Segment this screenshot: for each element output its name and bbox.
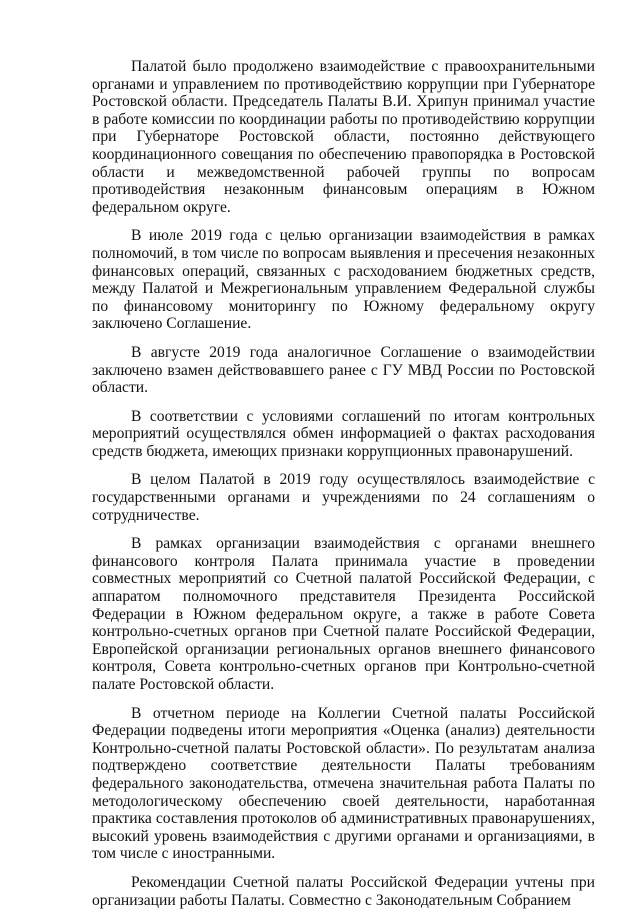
paragraph-law-enforcement-cooperation: Палатой было продолжено взаимодействие с правоохранительными органами и управлением по противодействию коррупции при Губернаторе Ростовской области. Председатель Палаты В.И. Хрипун принимал участие в работе комиссии по координации работы по противодействию коррупции при Губернаторе Ростовской области, постоянно действующего координационного совещания по обеспечению правопорядка в Ростовской области и межведомственной рабочей группы по вопросам противодействия незаконным финансовым операциям в Южном федеральном округе.: [92, 58, 595, 216]
paragraph-information-exchange: В соответствии с условиями соглашений по итогам контрольных мероприятий осуществлялся обмен информацией о фактах расходования средств бюджета, имеющих признаки коррупционных правонарушений.: [92, 407, 595, 460]
paragraph-july-agreement: В июле 2019 года с целью организации взаимодействия в рамках полномочий, в том числе по вопросам выявления и пресечения незаконных финансовых операций, связанных с расходованием бюджетных средств, между Палатой и Межрегиональным управлением Федеральной службы по финансовому мониторингу по Южному федеральному округу заключено Соглашение.: [92, 227, 595, 333]
document-body: [92, 58, 595, 920]
paragraph-recommendations: Рекомендации Счетной палаты Российской Федерации учтены при организации работы Палаты. Совместно с Законодательным Собранием: [92, 873, 595, 909]
paragraph-external-control-cooperation: В рамках организации взаимодействия с органами внешнего финансового контроля Палата принимала участие в проведении совместных мероприятий со Счетной палатой Российской Федерации, с аппаратом полномочного представителя Президента Российской Федерации в Южном федеральном округе, а также в работе Совета контрольно-счетных органов при Счетной палате Российской Федерации, Европейской организации региональных органов внешнего финансового контроля, Совета контрольно-счетных органов при Контрольно-счетной палате Ростовской области.: [92, 535, 595, 693]
paragraph-24-agreements: В целом Палатой в 2019 году осуществлялось взаимодействие с государственными органами и учреждениями по 24 соглашениям о сотрудничестве.: [92, 471, 595, 524]
paragraph-accounts-chamber-assessment: В отчетном периоде на Коллегии Счетной палаты Российской Федерации подведены итоги мероприятия «Оценка (анализ) деятельности Контрольно-счетной палаты Ростовской области». По результатам анализа подтверждено соответствие деятельности Палаты требованиям федерального законодательства, отмечена значительная работа Палаты по методологическому обеспечению своей деятельности, наработанная практика составления протоколов об административных правонарушениях, высокий уровень взаимодействия с другими органами и организациями, в том числе с иностранными.: [92, 704, 595, 863]
paragraph-august-agreement: В августе 2019 года аналогичное Соглашение о взаимодействии заключено взамен действовавшего ранее с ГУ МВД России по Ростовской области.: [92, 343, 595, 397]
